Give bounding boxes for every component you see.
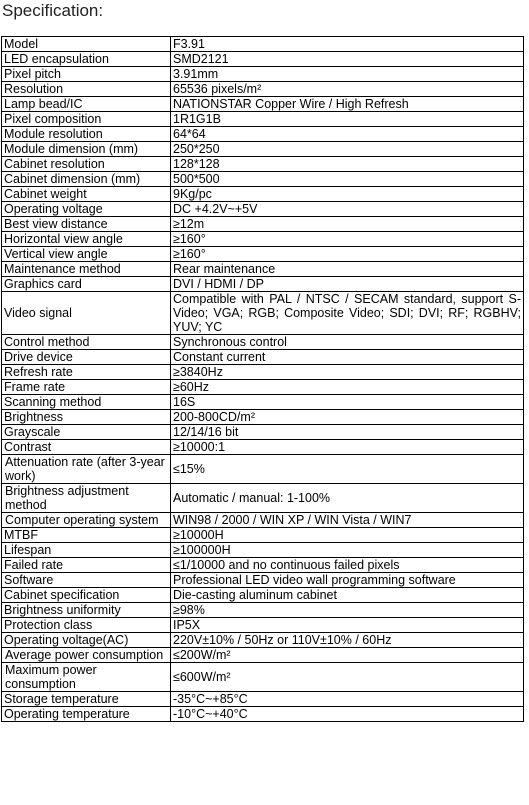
table-row (2, 127, 524, 142)
spec-value: ≤600W/m² (171, 663, 524, 692)
table-row (2, 277, 524, 292)
spec-label: Pixel pitch (2, 67, 171, 82)
spec-label: LED encapsulation (2, 52, 171, 67)
table-row (2, 528, 524, 543)
table-row (2, 202, 524, 217)
spec-label: Refresh rate (2, 365, 171, 380)
table-row (2, 603, 524, 618)
spec-value: 128*128 (171, 157, 524, 172)
spec-value: Rear maintenance (171, 262, 524, 277)
spec-label: Operating voltage(AC) (2, 633, 171, 648)
spec-value: WIN98 / 2000 / WIN XP / WIN Vista / WIN7 (171, 513, 524, 528)
spec-label: Pixel composition (2, 112, 171, 127)
table-row (2, 692, 524, 707)
table-row (2, 425, 524, 440)
spec-label: Maximum power consumption (2, 663, 171, 692)
spec-label: Contrast (2, 440, 171, 455)
table-row (2, 558, 524, 573)
spec-value: DC +4.2V~+5V (171, 202, 524, 217)
spec-value: ≤1/10000 and no continuous failed pixels (171, 558, 524, 573)
table-row (2, 172, 524, 187)
spec-value: ≥10000:1 (171, 440, 524, 455)
spec-label: Vertical view angle (2, 247, 171, 262)
spec-label: MTBF (2, 528, 171, 543)
spec-value: F3.91 (171, 37, 524, 52)
table-row (2, 142, 524, 157)
table-row (2, 232, 524, 247)
page-title: Specification: (2, 1, 104, 20)
spec-value: 250*250 (171, 142, 524, 157)
spec-value: ≥3840Hz (171, 365, 524, 380)
spec-label: Graphics card (2, 277, 171, 292)
table-row (2, 410, 524, 425)
spec-label: Module resolution (2, 127, 171, 142)
table-row (2, 663, 524, 692)
spec-label: Operating temperature (2, 707, 171, 722)
spec-value: 1R1G1B (171, 112, 524, 127)
table-row (2, 350, 524, 365)
table-row (2, 52, 524, 67)
table-row (2, 633, 524, 648)
spec-label: Cabinet dimension (mm) (2, 172, 171, 187)
spec-value: NATIONSTAR Copper Wire / High Refresh (171, 97, 524, 112)
spec-value: 500*500 (171, 172, 524, 187)
table-row (2, 440, 524, 455)
spec-label: Average power consumption (2, 648, 171, 663)
spec-label: Brightness (2, 410, 171, 425)
spec-value: ≥100000H (171, 543, 524, 558)
table-row (2, 112, 524, 127)
spec-value: ≥10000H (171, 528, 524, 543)
spec-value: Constant current (171, 350, 524, 365)
spec-value: ≥12m (171, 217, 524, 232)
table-row (2, 380, 524, 395)
spec-label: Protection class (2, 618, 171, 633)
spec-label: Drive device (2, 350, 171, 365)
spec-label: Cabinet weight (2, 187, 171, 202)
table-row (2, 82, 524, 97)
spec-value: ≤200W/m² (171, 648, 524, 663)
spec-label: Maintenance method (2, 262, 171, 277)
spec-label: Brightness adjustment method (2, 484, 171, 513)
table-row (2, 648, 524, 663)
table-row (2, 247, 524, 262)
spec-value: 220V±10% / 50Hz or 110V±10% / 60Hz (171, 633, 524, 648)
table-row (2, 157, 524, 172)
table-row (2, 484, 524, 513)
table-row (2, 513, 524, 528)
spec-label: Software (2, 573, 171, 588)
spec-value: 3.91mm (171, 67, 524, 82)
spec-value: ≥98% (171, 603, 524, 618)
spec-value: -10°C~+40°C (171, 707, 524, 722)
spec-label: Grayscale (2, 425, 171, 440)
spec-value: Synchronous control (171, 335, 524, 350)
table-row (2, 187, 524, 202)
table-row (2, 395, 524, 410)
spec-value: Automatic / manual: 1-100% (171, 484, 524, 513)
spec-label: Best view distance (2, 217, 171, 232)
spec-label: Failed rate (2, 558, 171, 573)
spec-label: Module dimension (mm) (2, 142, 171, 157)
spec-label: Storage temperature (2, 692, 171, 707)
spec-value: Die-casting aluminum cabinet (171, 588, 524, 603)
spec-value: DVI / HDMI / DP (171, 277, 524, 292)
table-row (2, 262, 524, 277)
spec-value: ≥160° (171, 247, 524, 262)
table-row (2, 365, 524, 380)
spec-value: ≥60Hz (171, 380, 524, 395)
table-row (2, 37, 524, 52)
table-row (2, 588, 524, 603)
spec-value: 12/14/16 bit (171, 425, 524, 440)
specification-table-body (2, 37, 524, 722)
spec-value: 65536 pixels/m² (171, 82, 524, 97)
table-row (2, 573, 524, 588)
table-row (2, 618, 524, 633)
spec-label: Cabinet specification (2, 588, 171, 603)
spec-label: Lifespan (2, 543, 171, 558)
spec-label: Cabinet resolution (2, 157, 171, 172)
table-row (2, 543, 524, 558)
table-row (2, 455, 524, 484)
spec-label: Resolution (2, 82, 171, 97)
table-row (2, 335, 524, 350)
spec-label: Lamp bead/IC (2, 97, 171, 112)
spec-value: ≥160° (171, 232, 524, 247)
table-row (2, 67, 524, 82)
spec-label: Scanning method (2, 395, 171, 410)
table-row (2, 292, 524, 335)
spec-value: 16S (171, 395, 524, 410)
spec-label: Video signal (2, 292, 171, 335)
spec-value: 200-800CD/m² (171, 410, 524, 425)
spec-label: Computer operating system (2, 513, 171, 528)
spec-value: SMD2121 (171, 52, 524, 67)
spec-value: IP5X (171, 618, 524, 633)
spec-label: Frame rate (2, 380, 171, 395)
spec-value: -35°C~+85°C (171, 692, 524, 707)
spec-label: Horizontal view angle (2, 232, 171, 247)
spec-label: Operating voltage (2, 202, 171, 217)
spec-value: Compatible with PAL / NTSC / SECAM standard, support S-Video; VGA; RGB; Composite Video; SDI; DVI; RF; RGBHV; YUV; YC (171, 292, 524, 335)
spec-label: Control method (2, 335, 171, 350)
spec-value: Professional LED video wall programming software (171, 573, 524, 588)
table-row (2, 97, 524, 112)
spec-label: Attenuation rate (after 3-year work) (2, 455, 171, 484)
table-row (2, 707, 524, 722)
table-row (2, 217, 524, 232)
spec-value: ≤15% (171, 455, 524, 484)
spec-value: 9Kg/pc (171, 187, 524, 202)
spec-label: Model (2, 37, 171, 52)
specification-table (1, 36, 524, 722)
spec-label: Brightness uniformity (2, 603, 171, 618)
spec-value: 64*64 (171, 127, 524, 142)
